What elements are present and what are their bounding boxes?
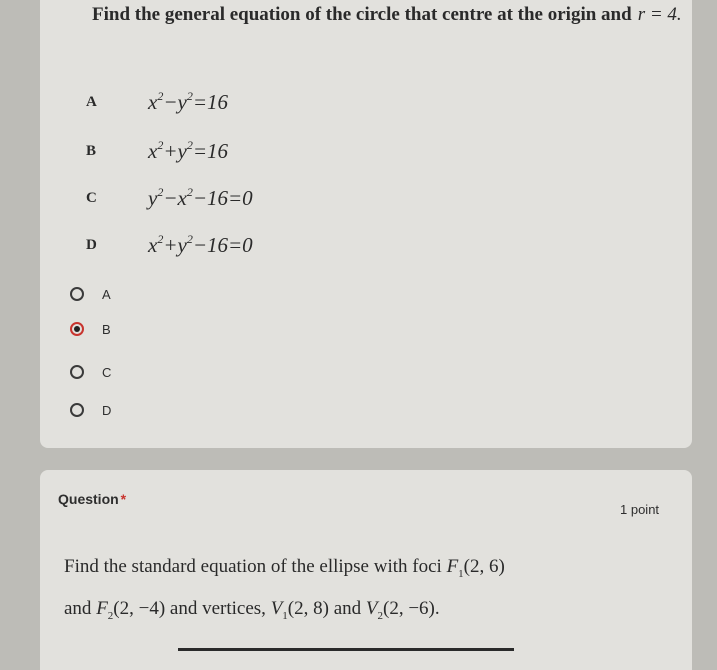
question-1-math: r = 4. <box>637 4 682 25</box>
radio-option-d[interactable] <box>70 400 111 420</box>
points-label: 1 point <box>620 502 660 517</box>
question-2-line-2: and $F_2(2$, −4) and vertices, $V_1(2$, 8) and $V_2(2$, −6). <box>64 598 440 622</box>
radio-label: C <box>102 364 112 380</box>
radio-label: D <box>102 402 112 418</box>
radio-button-selected[interactable] <box>70 322 84 336</box>
question-1-prompt: Find the general equation of the circle that centre at the origin and <box>92 4 632 25</box>
question-2-line-1: Find the standard equation of the ellipse with foci $F_1(2$, 6) <box>64 556 505 580</box>
radio-button[interactable] <box>70 403 84 417</box>
radio-button[interactable] <box>70 287 84 301</box>
radio-label: B <box>102 321 111 337</box>
choice-letter: B <box>86 142 97 159</box>
radio-label: A <box>102 286 111 302</box>
required-mark: * <box>120 491 127 507</box>
choice-letter: A <box>86 93 97 110</box>
choice-equation: $x^2+y^2=16$ <box>148 138 228 163</box>
choice-a <box>86 88 228 116</box>
question-1-text <box>92 4 682 26</box>
choice-letter: C <box>86 189 97 206</box>
choice-equation: $x^2-y^2=16$ <box>148 89 228 114</box>
question-card-1 <box>40 0 692 448</box>
choice-d <box>86 231 253 259</box>
choice-equation: $x^2+y^2-16=0$ <box>148 232 253 257</box>
choice-b <box>86 137 228 165</box>
radio-option-a[interactable] <box>70 284 111 304</box>
radio-button[interactable] <box>70 365 84 379</box>
choice-c <box>86 184 253 212</box>
choice-equation: $y^2-x^2-16=0$ <box>148 185 253 210</box>
choice-letter: D <box>86 236 97 253</box>
answer-input-underline[interactable] <box>178 648 514 651</box>
radio-option-c[interactable] <box>70 362 111 382</box>
radio-option-b[interactable] <box>70 319 111 339</box>
question-2-title: Question * <box>58 491 127 507</box>
